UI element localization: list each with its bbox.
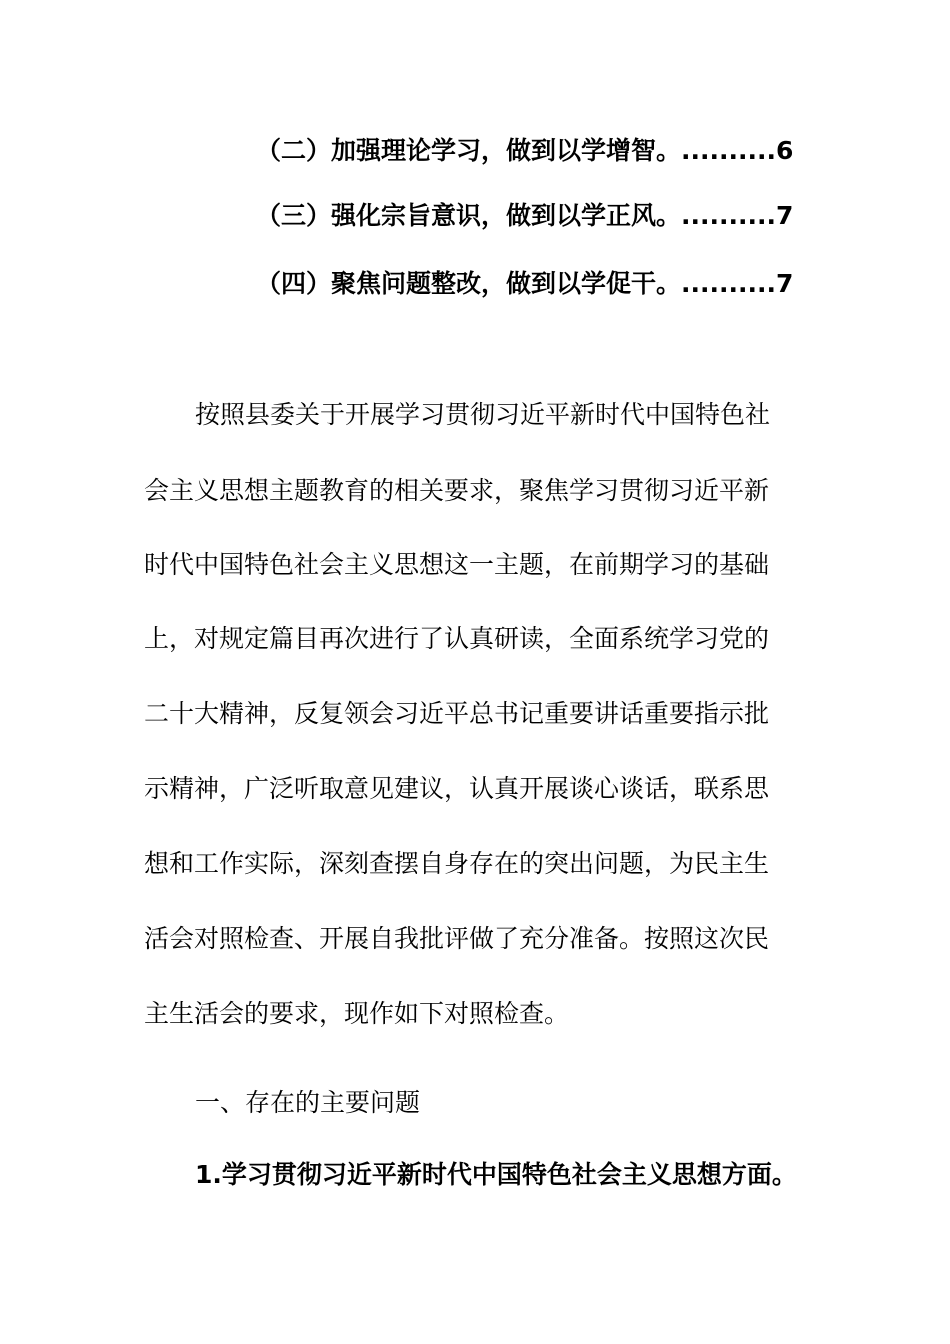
intro-line-8: 活会对照检查、开展自我批评做了充分准备。按照这次民 — [144, 924, 770, 953]
section-subheading: 1.学习贯彻习近平新时代中国特色社会主义思想方面。 — [195, 1160, 797, 1189]
toc-entry-2: （二）加强理论学习，做到以学增智。..........6 — [256, 136, 794, 165]
intro-line-2: 会主义思想主题教育的相关要求，聚焦学习贯彻习近平新 — [144, 476, 770, 505]
intro-line-9: 主生活会的要求，现作如下对照检查。 — [144, 999, 570, 1028]
intro-line-6: 示精神，广泛听取意见建议，认真开展谈心谈话，联系思 — [144, 774, 770, 803]
intro-line-7: 想和工作实际，深刻查摆自身存在的突出问题，为民主生 — [144, 849, 770, 878]
intro-line-3: 时代中国特色社会主义思想这一主题，在前期学习的基础 — [144, 550, 770, 579]
section-heading: 一、存在的主要问题 — [195, 1088, 421, 1117]
intro-line-1: 按照县委关于开展学习贯彻习近平新时代中国特色社 — [195, 400, 771, 429]
toc-entry-4: （四）聚焦问题整改，做到以学促干。..........7 — [256, 269, 794, 298]
toc-entry-3: （三）强化宗旨意识，做到以学正风。..........7 — [256, 201, 794, 230]
intro-line-4: 上，对规定篇目再次进行了认真研读，全面系统学习党的 — [144, 624, 770, 653]
intro-line-5: 二十大精神，反复领会习近平总书记重要讲话重要指示批 — [144, 699, 770, 728]
